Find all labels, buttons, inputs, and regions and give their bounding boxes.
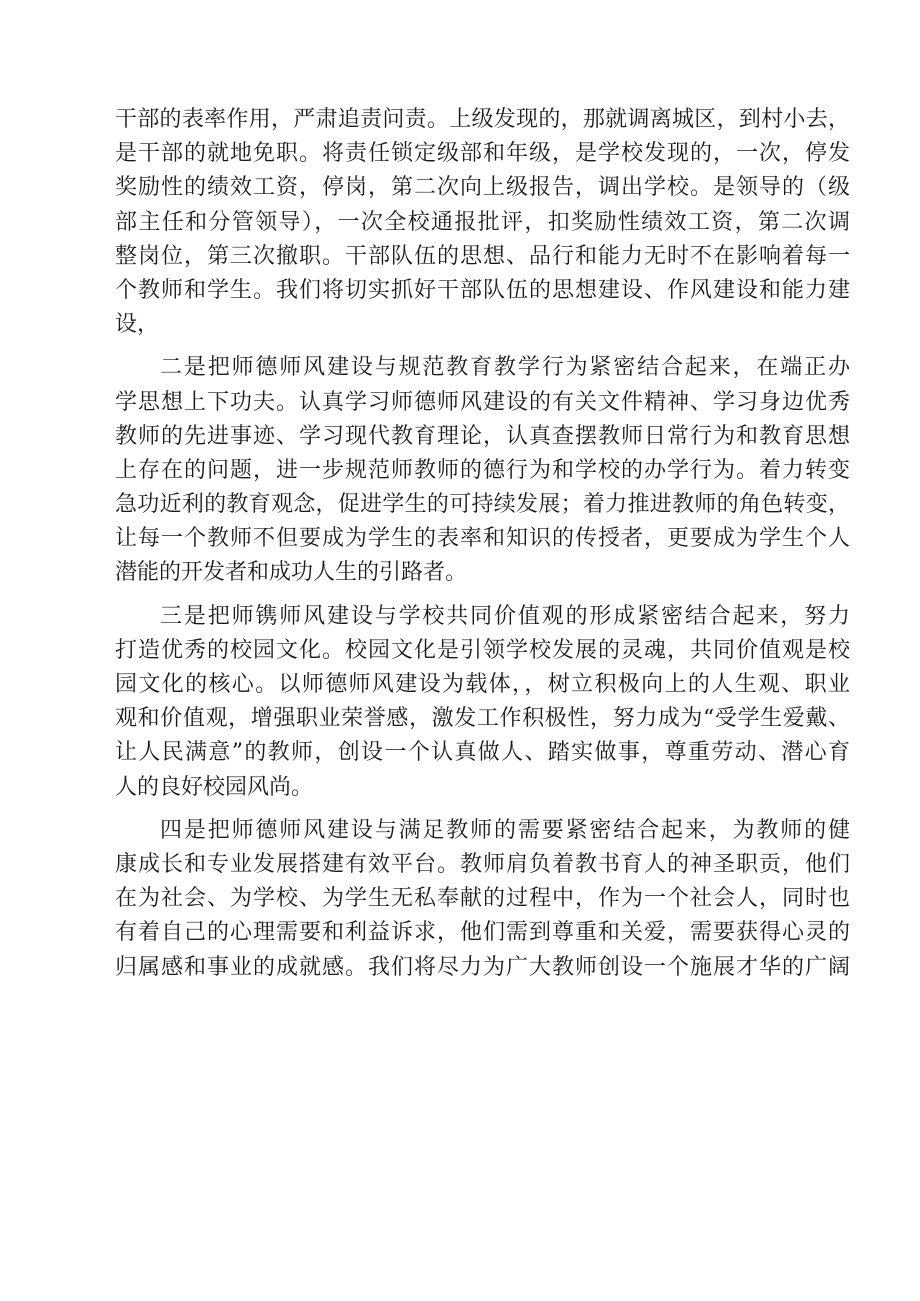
text-line: 打造优秀的校园文化。校园文化是引领学校发展的灵魂，共同价值观是校 bbox=[115, 637, 850, 663]
text-line: 康成长和专业发展搭建有效平台。教师肩负着教书育人的神圣职贡，他们 bbox=[115, 851, 850, 877]
text-line: 个教师和学生。我们将切实抓好干部队伍的思想建设、作风建设和能力建 bbox=[115, 277, 850, 303]
text-line: 园文化的核心。以师德师风建设为载体，，树立积极向上的人生观、职业 bbox=[115, 672, 850, 697]
paragraph-3 bbox=[115, 600, 850, 805]
paragraph-2 bbox=[115, 351, 850, 590]
text-line: 归属感和事业的成就感。我们将尽力为广大教师创设一个施展才华的广阔 bbox=[115, 954, 850, 980]
text-line: 是干部的就地免职。将责任锁定级部和年级，是学校发现的，一次，停发 bbox=[115, 141, 850, 167]
text-line: 让每一个教师不但要成为学生的表率和知识的传授者，更要成为学生个人 bbox=[115, 526, 850, 552]
text-line: 整岗位，第三次撤职。干部队伍的思想、品行和能力无时不在影响着每一 bbox=[115, 243, 850, 269]
text-line: 在为社会、为学校、为学生无私奉献的过程中，作为一个社会人，同时也 bbox=[115, 886, 850, 912]
text-line: 学思想上下功夫。认真学习师德师风建设的有关文件精神、学习身边优秀 bbox=[115, 389, 850, 415]
text-line: 四是把师德师风建设与满足教师的需要紧密结合起来，为教师的健 bbox=[160, 817, 850, 843]
text-line: 急功近利的教育观念，促进学生的可持续发展；着力推进教师的角色转变， bbox=[115, 492, 850, 518]
text-line: 部主任和分管领导），一次全校通报批评，扣奖励性绩效工资，第二次调 bbox=[115, 209, 850, 235]
text-line: 三是把师镌师风建设与学校共同价值观的形成紧密结合起来，努力 bbox=[160, 603, 850, 629]
text-line: 干部的表率作用，严肃追责问责。上级发现的，那就调离城区，到村小去， bbox=[115, 107, 850, 132]
text-line: 有着自己的心理需要和利益诉求，他们需到尊重和关爱，需要获得心灵的 bbox=[115, 920, 850, 946]
text-line: 人的良好校园风尚。 bbox=[115, 774, 314, 800]
text-line: 奖励性的绩效工资，停岗，第二次向上级报告，调出学校。是领导的（级 bbox=[115, 175, 850, 201]
text-line: 教师的先进事迹、学习现代教育理论，认真查摆教师日常行为和教育思想 bbox=[115, 423, 850, 449]
text-line: 上存在的问题，进一步规范师教师的德行为和学校的办学行为。着力转变 bbox=[115, 457, 850, 483]
paragraph-4 bbox=[115, 814, 850, 985]
text-line: 观和价值观，增强职业荣誉感，激发工作积极性，努力成为“受学生爱戴、 bbox=[115, 706, 850, 732]
text-line: 二是把师德师风建设与规范教育教学行为紧密结合起来，在端正办 bbox=[160, 355, 850, 381]
text-line: 潜能的开发者和成功人生的引路者。 bbox=[115, 560, 468, 586]
text-line: 设， bbox=[115, 312, 160, 338]
text-line: 让人民满意”的教师，创设一个认真做人、踏实做事，尊重劳动、潜心育 bbox=[115, 740, 850, 766]
body-text bbox=[115, 103, 850, 985]
paragraph-1 bbox=[115, 103, 850, 342]
